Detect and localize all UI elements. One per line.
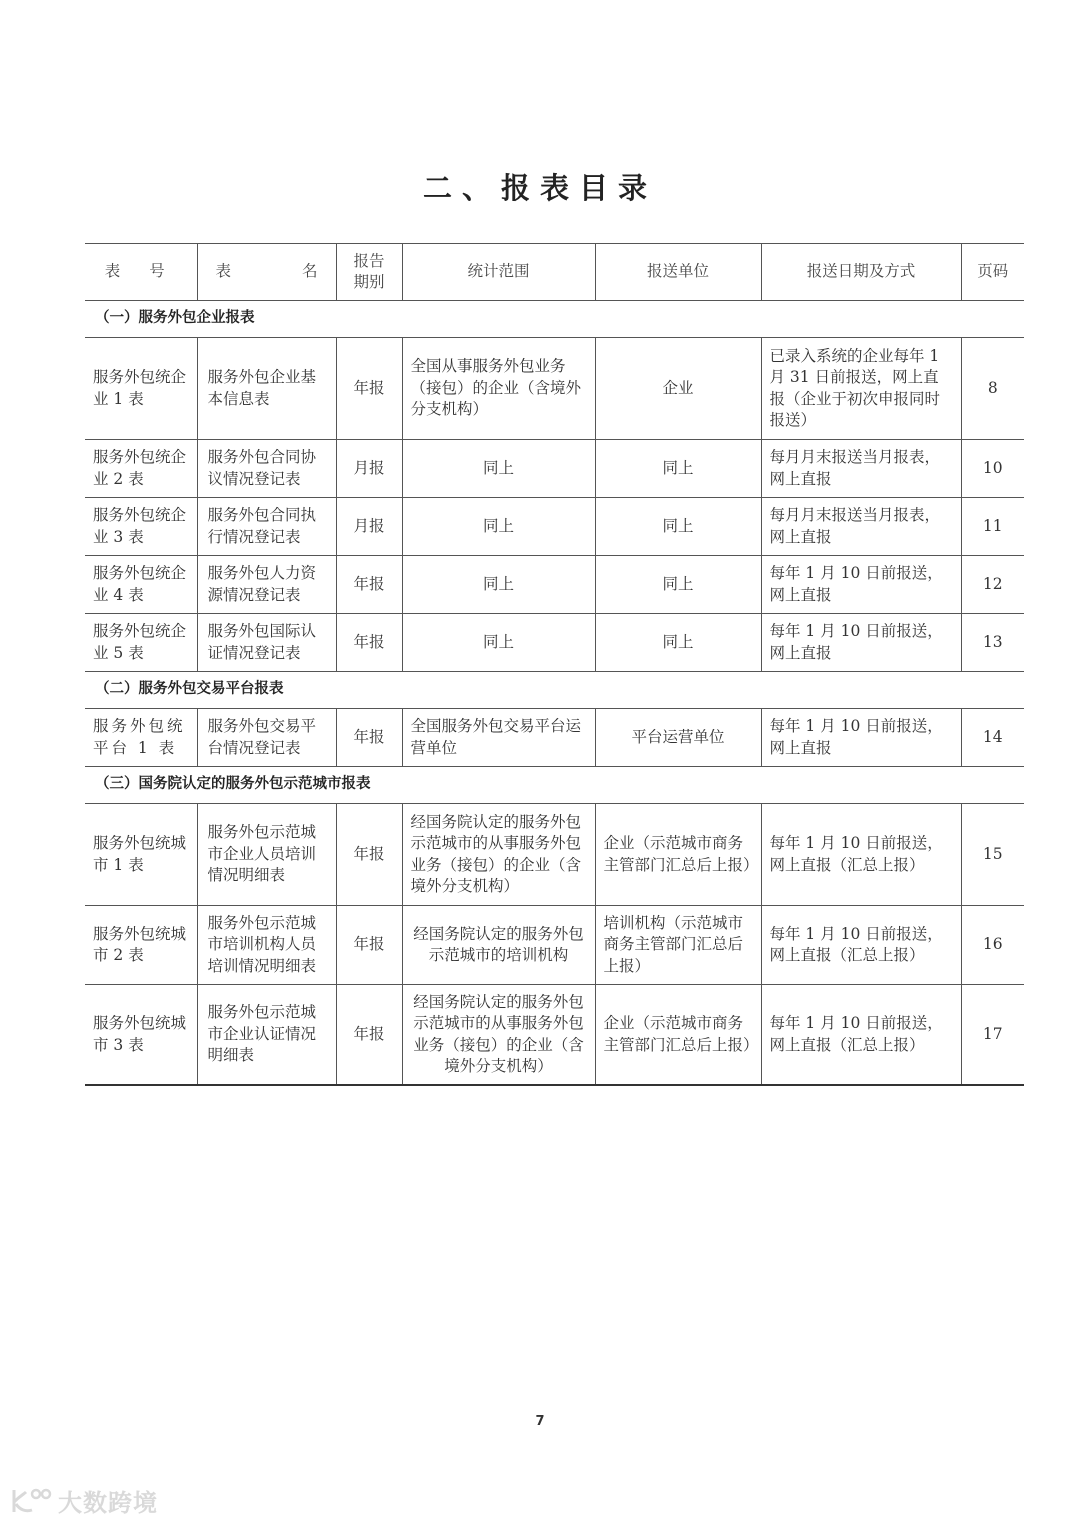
header-table-name-left: 表 (215, 262, 232, 281)
cell-page: 10 (961, 440, 1024, 498)
page-title: 二、报表目录 (422, 171, 657, 205)
header-table-name-right: 名 (301, 262, 318, 281)
cell-period: 月报 (336, 498, 402, 556)
watermark (10, 1483, 158, 1518)
cell-unit: 企业（示范城市商务主管部门汇总后上报） (595, 804, 761, 906)
section-title: （一）服务外包企业报表 (85, 301, 1024, 338)
cell-table-no: 服务外包统城市 2 表 (85, 906, 197, 985)
section-title: （二）服务外包交易平台报表 (85, 672, 1024, 709)
cell-scope: 经国务院认定的服务外包示范城市的从事服务外包业务（接包）的企业（含境外分支机构） (402, 804, 595, 906)
cell-page: 16 (961, 906, 1024, 985)
table-row (85, 338, 1024, 440)
watermark-text: 大数跨境 (58, 1489, 158, 1517)
cell-table-no: 服务外包统平台 1 表 (85, 709, 197, 767)
cell-table-no: 服务外包统企业 4 表 (85, 556, 197, 614)
cell-period: 年报 (336, 338, 402, 440)
cell-date: 每月月末报送当月报表，网上直报 (761, 498, 961, 556)
cell-unit: 同上 (595, 440, 761, 498)
cell-table-name: 服务外包示范城市企业人员培训情况明细表 (197, 804, 336, 906)
cell-table-no: 服务外包统企业 2 表 (85, 440, 197, 498)
cell-table-no: 服务外包统企业 1 表 (85, 338, 197, 440)
cell-date: 每年 1 月 10 日前报送，网上直报（汇总上报） (761, 906, 961, 985)
cell-table-name: 服务外包示范城市培训机构人员培训情况明细表 (197, 906, 336, 985)
cell-page: 12 (961, 556, 1024, 614)
cell-page: 15 (961, 804, 1024, 906)
cell-scope: 同上 (402, 556, 595, 614)
cell-table-name: 服务外包合同协议情况登记表 (197, 440, 336, 498)
cell-table-no: 服务外包统城市 3 表 (85, 985, 197, 1086)
cell-table-name: 服务外包合同执行情况登记表 (197, 498, 336, 556)
cell-date: 每年 1 月 10 日前报送，网上直报（汇总上报） (761, 985, 961, 1086)
table-header-row (85, 244, 1024, 301)
cell-page: 11 (961, 498, 1024, 556)
cell-date: 每年 1 月 10 日前报送，网上直报 (761, 614, 961, 672)
cell-unit: 同上 (595, 614, 761, 672)
cell-unit: 同上 (595, 556, 761, 614)
cell-date: 每年 1 月 10 日前报送，网上直报 (761, 709, 961, 767)
cell-page: 8 (961, 338, 1024, 440)
cell-page: 13 (961, 614, 1024, 672)
cell-unit: 企业 (595, 338, 761, 440)
cell-date: 每月月末报送当月报表，网上直报 (761, 440, 961, 498)
cell-unit: 企业（示范城市商务主管部门汇总后上报） (595, 985, 761, 1086)
cell-period: 年报 (336, 906, 402, 985)
cell-period: 月报 (336, 440, 402, 498)
table-row (85, 614, 1024, 672)
cell-period: 年报 (336, 804, 402, 906)
cell-table-name: 服务外包示范城市企业认证情况明细表 (197, 985, 336, 1086)
cell-table-no: 服务外包统企业 5 表 (85, 614, 197, 672)
cell-table-no: 服务外包统企业 3 表 (85, 498, 197, 556)
cell-scope: 全国从事服务外包业务（接包）的企业（含境外分支机构） (402, 338, 595, 440)
table-row (85, 906, 1024, 985)
cell-period: 年报 (336, 709, 402, 767)
cell-table-name: 服务外包企业基本信息表 (197, 338, 336, 440)
section-title: （三）国务院认定的服务外包示范城市报表 (85, 767, 1024, 804)
cell-period: 年报 (336, 985, 402, 1086)
section-header (85, 672, 1024, 709)
header-report-date-method: 报送日期及方式 (761, 244, 961, 301)
table-row (85, 804, 1024, 906)
section-header (85, 767, 1024, 804)
cell-table-no: 服务外包统城市 1 表 (85, 804, 197, 906)
section-header (85, 301, 1024, 338)
cell-period: 年报 (336, 556, 402, 614)
cell-date: 每年 1 月 10 日前报送，网上直报（汇总上报） (761, 804, 961, 906)
table-row (85, 440, 1024, 498)
report-catalog-table (85, 243, 1024, 1086)
cell-scope: 同上 (402, 614, 595, 672)
cell-unit: 平台运营单位 (595, 709, 761, 767)
table-row (85, 985, 1024, 1086)
header-report-period: 报告期别 (336, 244, 402, 301)
cell-date: 已录入系统的企业每年 1 月 31 日前报送，网上直报（企业于初次申报同时报送） (761, 338, 961, 440)
header-statistical-scope: 统计范围 (402, 244, 595, 301)
header-table-name (197, 244, 336, 301)
cell-table-name: 服务外包人力资源情况登记表 (197, 556, 336, 614)
cell-date: 每年 1 月 10 日前报送，网上直报 (761, 556, 961, 614)
cell-scope: 经国务院认定的服务外包示范城市的培训机构 (402, 906, 595, 985)
watermark-logo-icon (10, 1486, 52, 1516)
cell-table-name: 服务外包国际认证情况登记表 (197, 614, 336, 672)
header-page-number: 页码 (961, 244, 1024, 301)
cell-scope: 经国务院认定的服务外包示范城市的从事服务外包业务（接包）的企业（含境外分支机构） (402, 985, 595, 1086)
table-row (85, 709, 1024, 767)
header-table-no: 表 号 (85, 244, 197, 301)
cell-unit: 同上 (595, 498, 761, 556)
cell-scope: 同上 (402, 498, 595, 556)
cell-unit: 培训机构（示范城市商务主管部门汇总后上报） (595, 906, 761, 985)
table-row (85, 556, 1024, 614)
cell-page: 14 (961, 709, 1024, 767)
table-row (85, 498, 1024, 556)
page-number: 7 (535, 1414, 545, 1429)
cell-page: 17 (961, 985, 1024, 1086)
cell-table-name: 服务外包交易平台情况登记表 (197, 709, 336, 767)
cell-scope: 同上 (402, 440, 595, 498)
cell-scope: 全国服务外包交易平台运营单位 (402, 709, 595, 767)
cell-period: 年报 (336, 614, 402, 672)
header-reporting-unit: 报送单位 (595, 244, 761, 301)
